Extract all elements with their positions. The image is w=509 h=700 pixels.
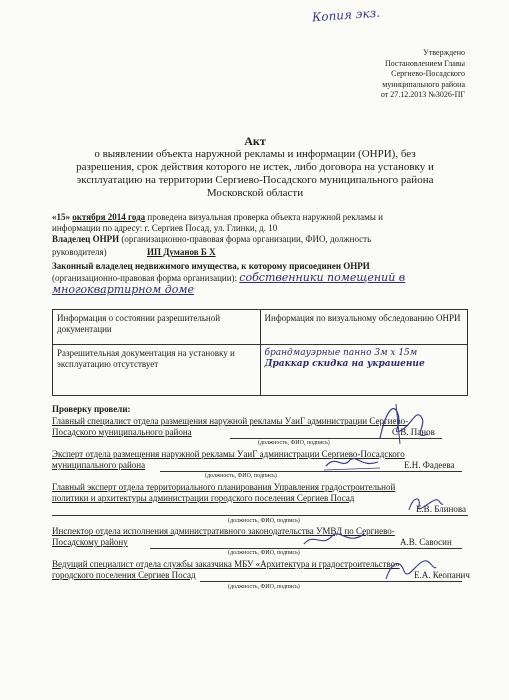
table-cell: Разрешительная документация на установку и эксплуатацию отсутствует xyxy=(53,345,261,396)
inspector-name: Е.Н. Фадеева xyxy=(404,460,455,470)
sign-note: (должность, ФИО, подпись) xyxy=(205,473,277,479)
legal-owner-value-cont: многоквартирном доме xyxy=(52,283,195,296)
inspector-position-cont: Посадского муниципального района xyxy=(52,427,192,437)
title-line: Московской области xyxy=(206,187,304,199)
visual-info-line: Драккар скидка на украшение xyxy=(264,359,425,369)
inspector-position-cont: Посадскому району xyxy=(52,537,128,547)
handwritten-note: Копия экз. xyxy=(311,5,381,25)
sign-note: (должность, ФИО, подпись) xyxy=(228,550,300,556)
sign-note: (должность, ФИО, подпись) xyxy=(228,518,300,524)
title-heading: Акт xyxy=(244,134,266,148)
signature-scribble xyxy=(372,400,432,445)
inspector-entry xyxy=(52,526,472,548)
date-day: «15» xyxy=(52,212,70,222)
intro-text: проведена визуальная проверка объекта наружной рекламы и xyxy=(147,212,383,222)
owner-value: ИП Думанов Б Х xyxy=(146,247,216,257)
inspector-position-cont: городского поселения Сергиев Посад xyxy=(52,570,196,580)
signature-scribble xyxy=(300,528,370,552)
signature-scribble xyxy=(380,555,440,585)
date-month-year: октября 2014 года xyxy=(72,212,146,222)
legal-owner-desc: (организационно-правовая форма организации): xyxy=(52,273,238,283)
inspector-name: Е.В. Блинова xyxy=(415,504,466,514)
title-line: эксплуатацию на территории Сергиево-Посадского муниципального района xyxy=(76,174,434,186)
approval-block xyxy=(381,48,465,101)
inspector-position-cont: политики и архитектуры администрации городского поселения Сергиев Посад xyxy=(52,493,355,503)
inspector-position-cont: муниципального района xyxy=(52,460,146,470)
sign-note: (должность, ФИО, подпись) xyxy=(258,440,330,446)
inspector-name: С.В. Панов xyxy=(392,427,435,437)
table-header-cell: Информация о состоянии разрешительной документации xyxy=(53,310,261,345)
title-line: о выявлении объекта наружной рекламы и информации (ОНРИ), без xyxy=(94,148,416,160)
inspector-position: Главный эксперт отдела территориального планирования Управления градостроительной xyxy=(52,482,396,492)
table-cell xyxy=(260,345,468,396)
inspector-position: Эксперт отдела размещения наружной рекламы УаиГ администрации Сергиево-Посадского xyxy=(52,449,405,459)
approval-line: Утверждено xyxy=(423,48,465,57)
legal-owner-value: собственники помещений в xyxy=(239,271,406,284)
inspector-name: А.В. Савосин xyxy=(400,537,452,547)
approval-line: Сергиево-Посадского xyxy=(391,69,465,78)
approval-line: муниципального района xyxy=(382,79,465,89)
inspector-position: Инспектор отдела исполнения административного законодательства УМВД по Сергиево- xyxy=(52,526,395,536)
title-line: разрешения, срок действия которого не истек, либо договора на установку и xyxy=(76,161,434,173)
inspection-heading: Проверку провели: xyxy=(52,404,131,414)
table-header-cell: Информация по визуальному обследованию ОНРИ xyxy=(260,310,468,345)
intro-paragraph xyxy=(52,212,472,295)
legal-owner-label: Законный владелец недвижимого имущества, к которому присоединен ОНРИ xyxy=(52,261,370,271)
signature-scribble xyxy=(405,492,445,516)
inspector-position: Главный специалист отдела размещения наружной рекламы УаиГ администрации Сергиево- xyxy=(52,416,409,426)
signature-scribble xyxy=(322,452,382,474)
inspector-name: Е.А. Кеопанич xyxy=(414,570,470,580)
inspector-position: Ведущий специалист отдела службы заказчика МБУ «Архитектура и градостроительство» xyxy=(52,559,400,569)
approval-line: от 27.12.2013 №3026-ПГ xyxy=(380,90,465,99)
signature-line xyxy=(160,471,462,472)
owner-desc-cont: руководителя) xyxy=(52,247,107,257)
intro-address: информации по адресу: г. Сергиев Посад, ул. Глинки, д. 10 xyxy=(52,223,278,233)
owner-desc: (организационно-правовая форма организации, ФИО, должность xyxy=(121,234,372,244)
info-table xyxy=(52,309,468,396)
document-title xyxy=(70,135,440,200)
inspector-entry xyxy=(52,449,472,471)
sign-note: (должность, ФИО, подпись) xyxy=(228,584,300,590)
owner-label: Владелец ОНРИ xyxy=(52,234,120,244)
approval-line: Постановлением Главы xyxy=(384,58,465,68)
visual-info-line: брандмауэрные панно 3м х 15м xyxy=(264,348,418,358)
